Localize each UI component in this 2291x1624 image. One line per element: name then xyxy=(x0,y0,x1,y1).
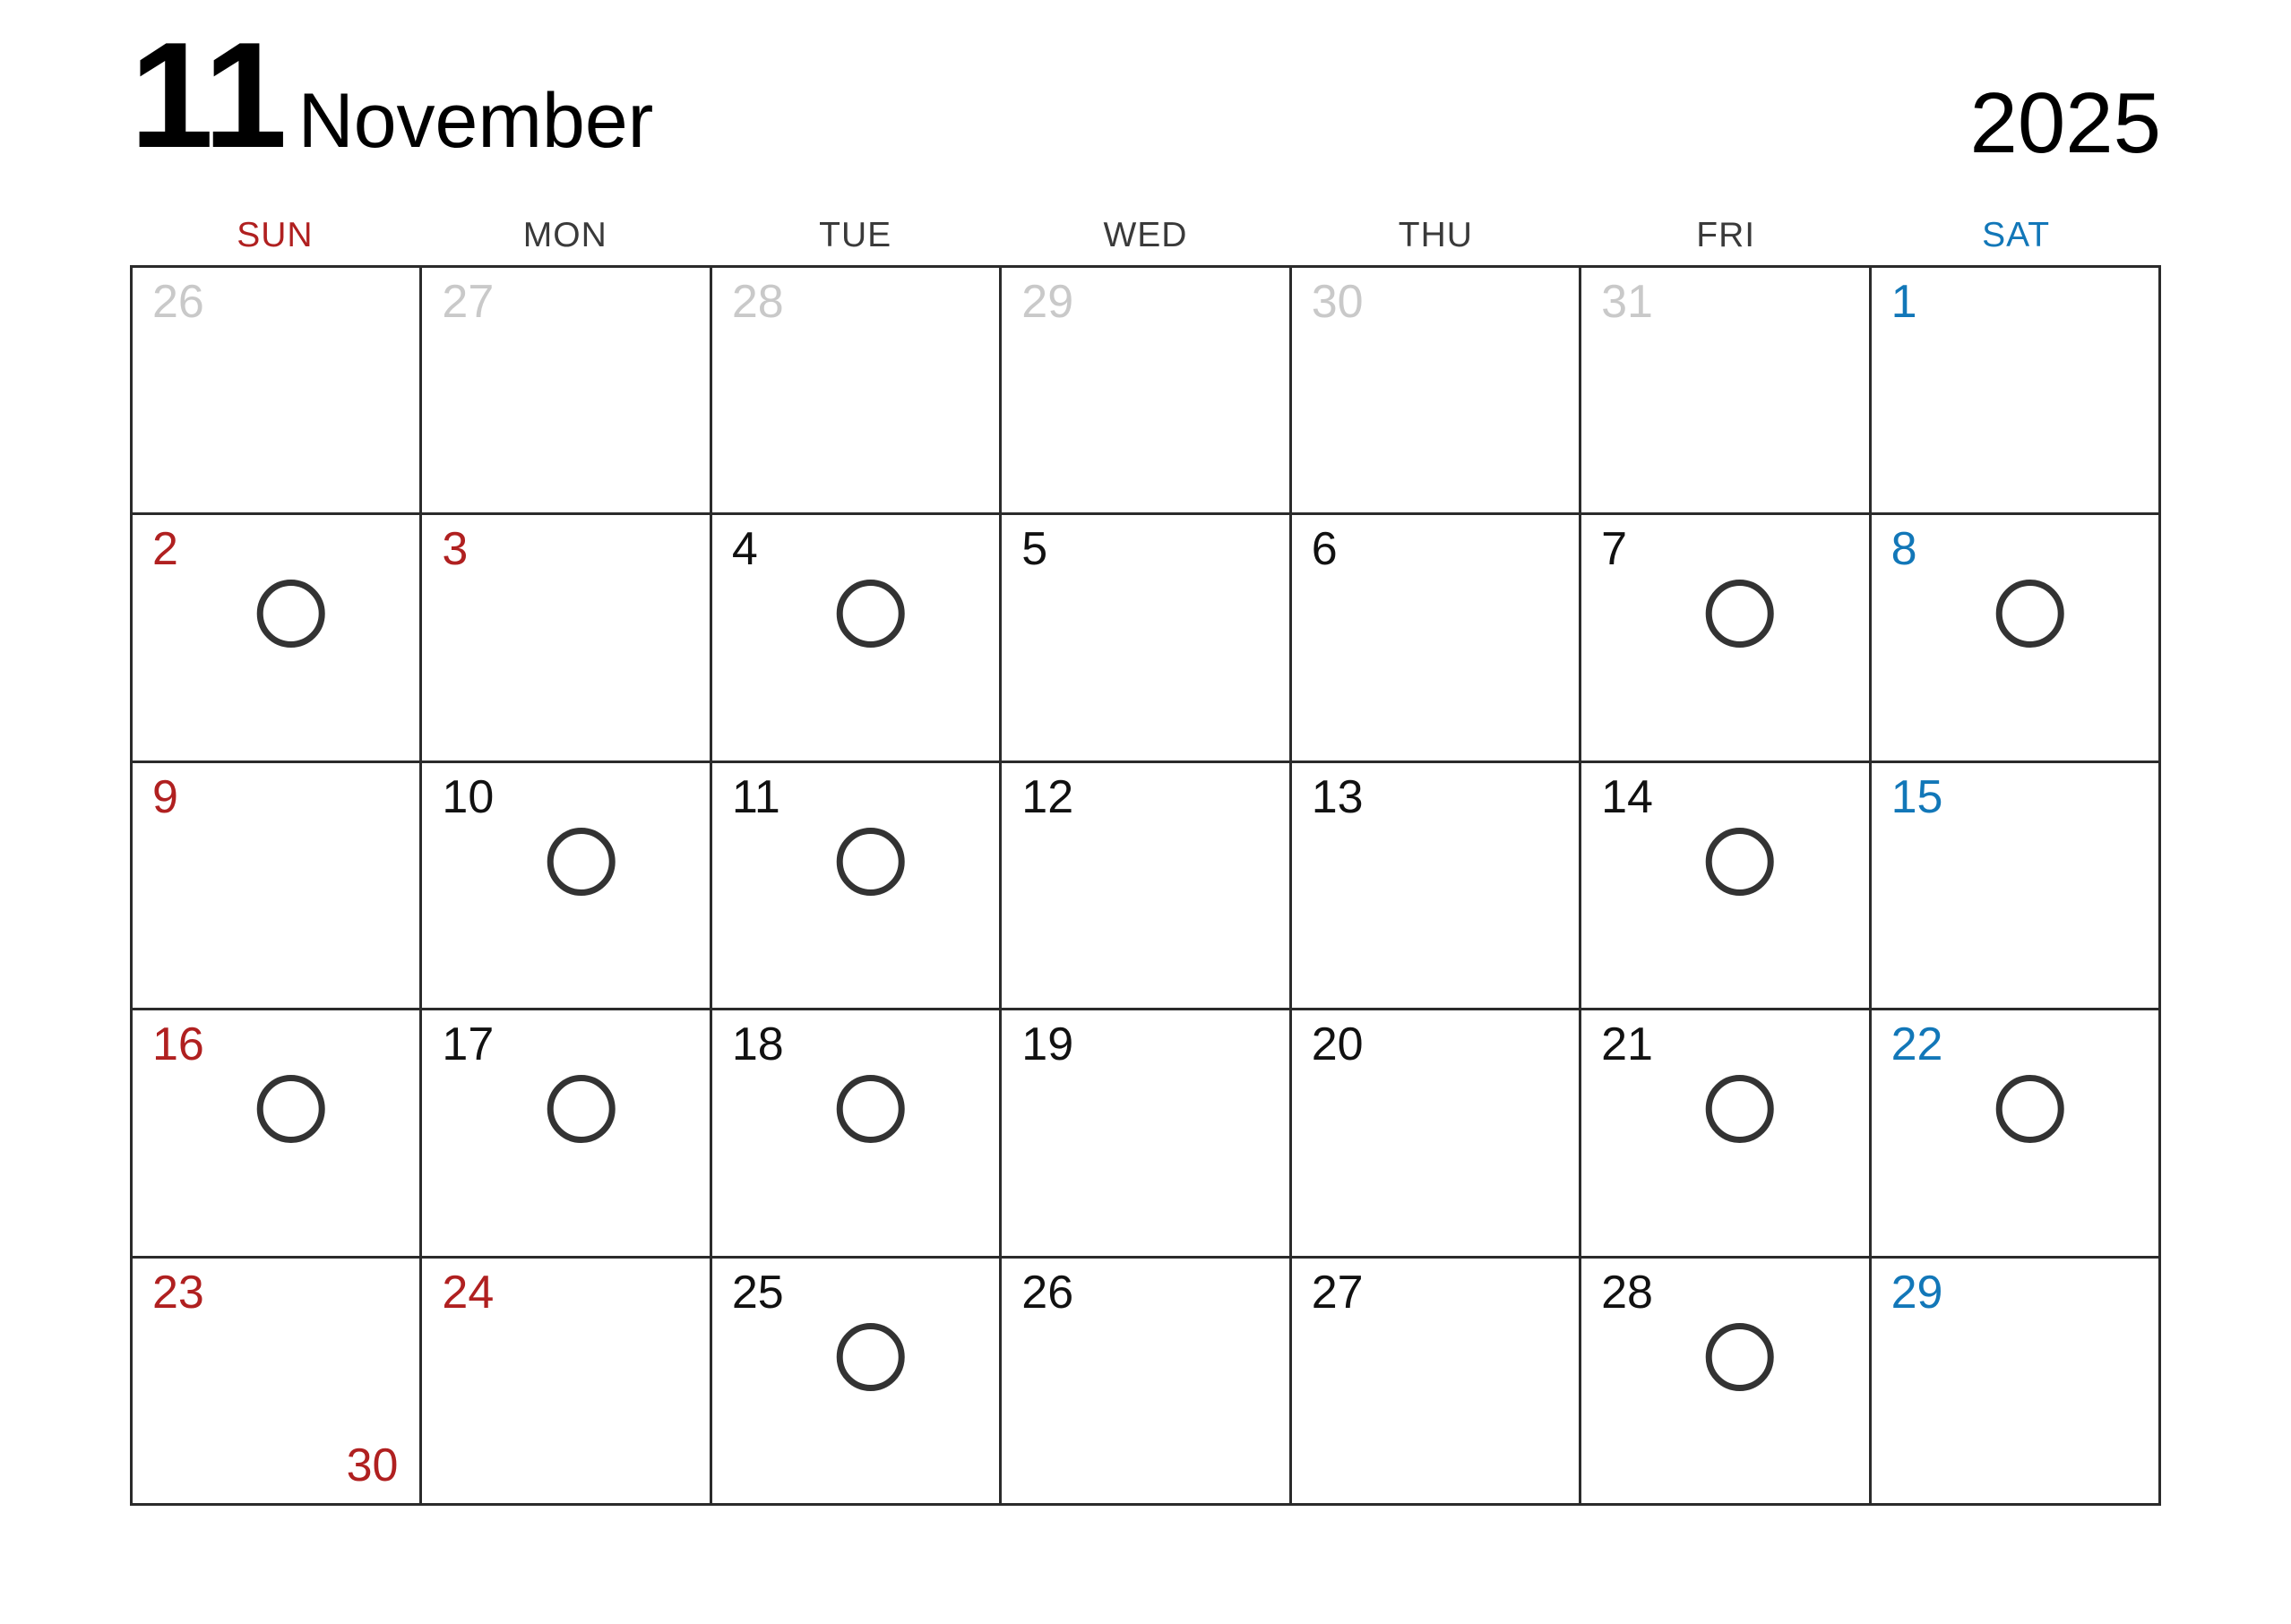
day-cell[interactable] xyxy=(422,515,711,762)
circle-mark-icon xyxy=(837,1323,905,1391)
circle-mark-icon xyxy=(1995,580,2063,648)
day-number: 29 xyxy=(1021,276,1074,328)
month-number: 11 xyxy=(130,11,286,179)
day-number: 1 xyxy=(1891,276,1917,328)
day-cell[interactable] xyxy=(1872,268,2161,515)
circle-mark-icon xyxy=(257,1075,325,1143)
day-number: 16 xyxy=(152,1018,204,1071)
day-number: 14 xyxy=(1601,770,1653,823)
day-cell[interactable] xyxy=(1292,1259,1581,1506)
circle-mark-icon xyxy=(1706,828,1774,896)
day-cell[interactable] xyxy=(1581,1010,1871,1258)
day-cell[interactable] xyxy=(1872,1010,2161,1258)
day-cell[interactable] xyxy=(1872,763,2161,1010)
day-cell[interactable] xyxy=(1002,515,1291,762)
calendar-grid xyxy=(130,265,2161,1506)
day-number: 23 xyxy=(152,1266,204,1319)
day-cell[interactable] xyxy=(1581,268,1871,515)
calendar-header xyxy=(130,0,2161,206)
day-cell[interactable] xyxy=(712,763,1002,1010)
weekday-sat: SAT xyxy=(1982,216,2051,254)
weekday-fri: FRI xyxy=(1696,216,1756,254)
day-cell[interactable] xyxy=(712,515,1002,762)
day-cell[interactable] xyxy=(1292,515,1581,762)
day-number: 29 xyxy=(1891,1266,1943,1319)
day-number: 26 xyxy=(152,276,204,328)
day-cell[interactable] xyxy=(1872,1259,2161,1506)
day-number: 17 xyxy=(442,1018,495,1071)
circle-mark-icon xyxy=(837,1075,905,1143)
day-number: 28 xyxy=(1601,1266,1653,1319)
day-number: 9 xyxy=(152,770,178,823)
day-number: 10 xyxy=(442,770,495,823)
month-name: November xyxy=(297,78,654,164)
day-number: 13 xyxy=(1311,770,1364,823)
day-cell[interactable] xyxy=(1581,1259,1871,1506)
day-cell[interactable] xyxy=(712,268,1002,515)
day-number: 3 xyxy=(442,523,469,576)
weekday-tue: TUE xyxy=(819,216,892,254)
day-cell[interactable] xyxy=(1292,1010,1581,1258)
day-cell[interactable] xyxy=(1581,515,1871,762)
day-number-overflow[interactable]: 30 xyxy=(346,1439,399,1491)
day-number: 15 xyxy=(1891,770,1943,823)
day-number: 6 xyxy=(1311,523,1338,576)
day-number: 21 xyxy=(1601,1018,1653,1071)
circle-mark-icon xyxy=(547,1075,615,1143)
day-cell[interactable] xyxy=(1002,1259,1291,1506)
day-number: 7 xyxy=(1601,523,1628,576)
day-cell[interactable] xyxy=(712,1259,1002,1506)
day-cell[interactable] xyxy=(422,268,711,515)
day-number: 20 xyxy=(1311,1018,1364,1071)
weekday-thu: THU xyxy=(1398,216,1473,254)
day-number: 2 xyxy=(152,523,178,576)
month-title xyxy=(130,11,654,179)
day-cell[interactable] xyxy=(1292,763,1581,1010)
year-label: 2025 xyxy=(1969,75,2161,171)
circle-mark-icon xyxy=(1995,1075,2063,1143)
weekday-sun: SUN xyxy=(237,216,314,254)
day-number: 27 xyxy=(442,276,495,328)
weekday-mon: MON xyxy=(522,216,607,254)
day-number: 19 xyxy=(1021,1018,1074,1071)
day-number: 4 xyxy=(731,523,758,576)
circle-mark-icon xyxy=(837,580,905,648)
day-number: 8 xyxy=(1891,523,1917,576)
day-number: 12 xyxy=(1021,770,1074,823)
circle-mark-icon xyxy=(837,828,905,896)
day-cell[interactable] xyxy=(1872,515,2161,762)
day-cell[interactable] xyxy=(133,1259,422,1506)
day-cell[interactable] xyxy=(712,1010,1002,1258)
day-cell[interactable] xyxy=(1002,763,1291,1010)
circle-mark-icon xyxy=(1706,580,1774,648)
circle-mark-icon xyxy=(547,828,615,896)
day-cell[interactable] xyxy=(1581,763,1871,1010)
circle-mark-icon xyxy=(1706,1323,1774,1391)
day-cell[interactable] xyxy=(422,763,711,1010)
day-cell[interactable] xyxy=(1292,268,1581,515)
day-number: 11 xyxy=(731,770,780,823)
day-number: 25 xyxy=(731,1266,784,1319)
day-cell[interactable] xyxy=(422,1259,711,1506)
day-cell[interactable] xyxy=(1002,1010,1291,1258)
day-number: 31 xyxy=(1601,276,1653,328)
weekday-wed: WED xyxy=(1103,216,1188,254)
circle-mark-icon xyxy=(257,580,325,648)
day-number: 18 xyxy=(731,1018,784,1071)
weekday-header-row xyxy=(130,206,2161,265)
day-number: 28 xyxy=(731,276,784,328)
day-cell[interactable] xyxy=(133,515,422,762)
day-number: 5 xyxy=(1021,523,1048,576)
day-number: 22 xyxy=(1891,1018,1943,1071)
day-number: 27 xyxy=(1311,1266,1364,1319)
day-cell[interactable] xyxy=(133,1010,422,1258)
day-cell[interactable] xyxy=(133,763,422,1010)
day-number: 30 xyxy=(1311,276,1364,328)
day-cell[interactable] xyxy=(1002,268,1291,515)
day-number: 24 xyxy=(442,1266,495,1319)
day-cell[interactable] xyxy=(133,268,422,515)
circle-mark-icon xyxy=(1706,1075,1774,1143)
day-cell[interactable] xyxy=(422,1010,711,1258)
day-number: 26 xyxy=(1021,1266,1074,1319)
